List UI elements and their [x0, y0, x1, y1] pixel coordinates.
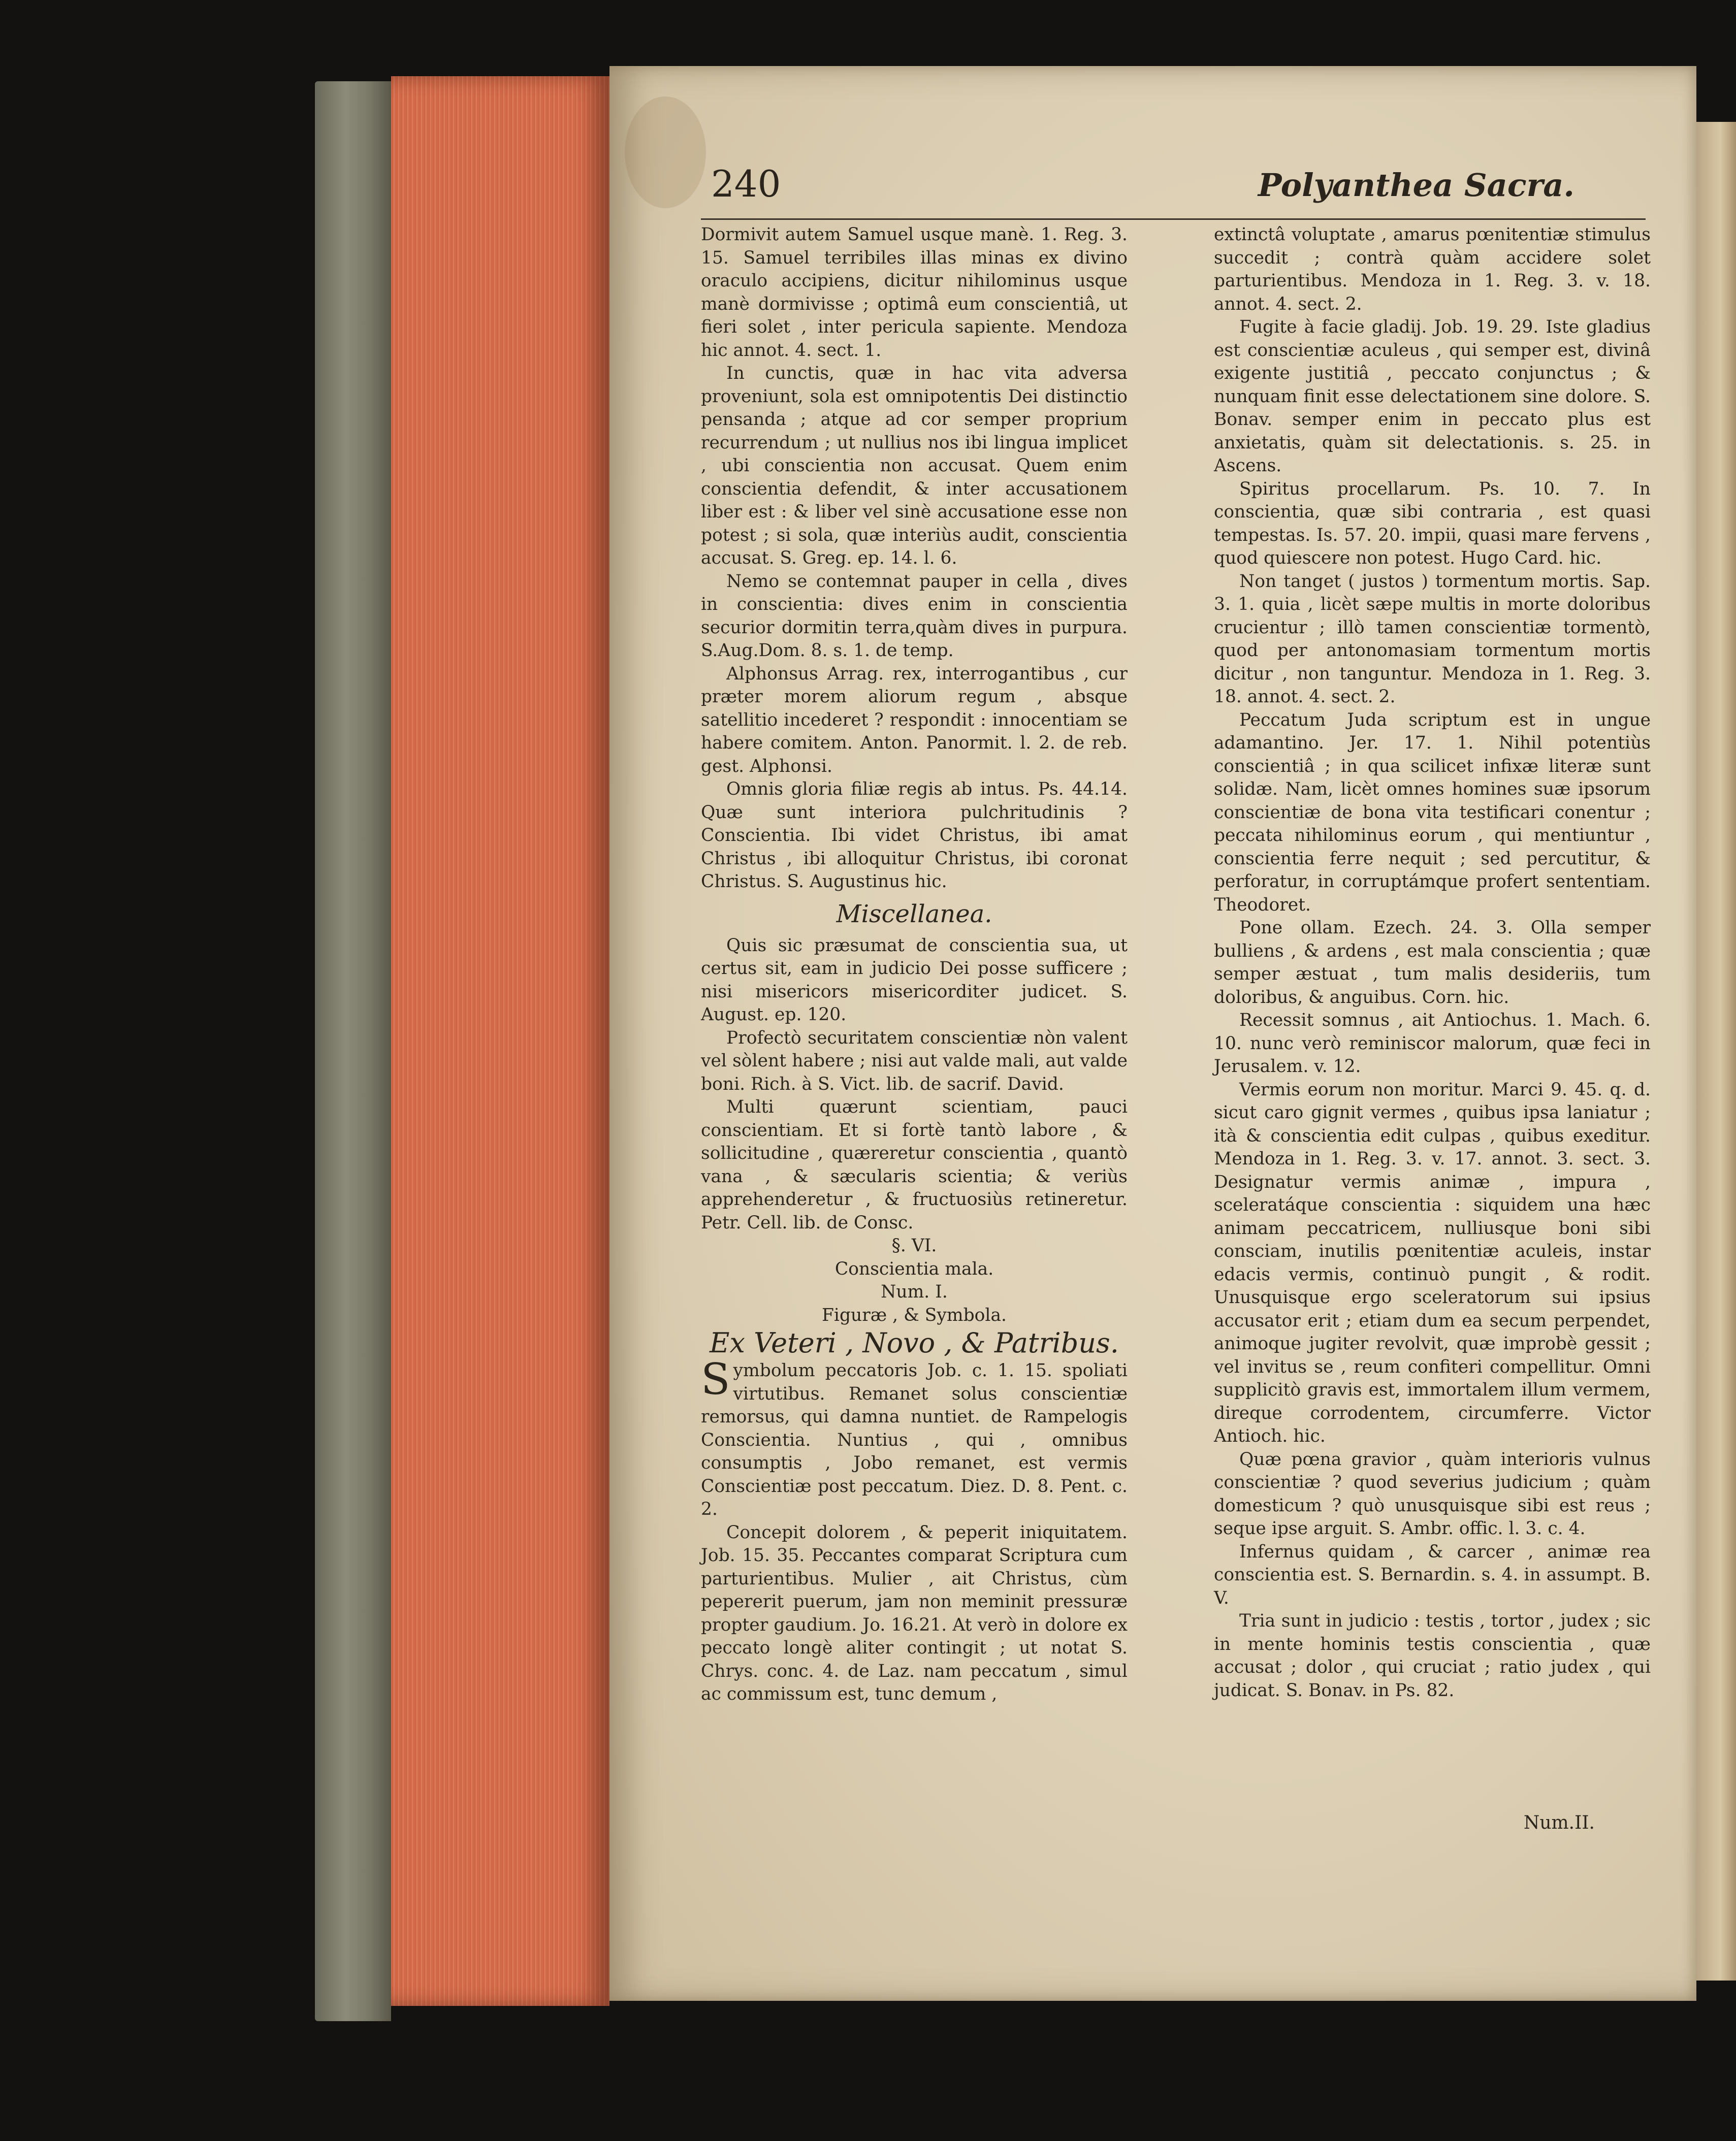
paragraph: Profectò securitatem conscientiæ nòn valent vel sòlent habere ; nisi aut valde mali, aut valde boni. Rich. à S. Vict. lib. de sacrif. David. — [701, 1027, 1128, 1094]
paragraph: Pone ollam. Ezech. 24. 3. Olla semper bulliens , & ardens , est mala conscientia ; quæ semper æstuat , tum malis desideriis, tum doloribus, & anguibus. Corn. hic. — [1214, 918, 1651, 1008]
open-book — [315, 66, 1736, 2047]
book-binding — [315, 81, 391, 2021]
paragraph: Dormivit autem Samuel usque manè. 1. Reg. 3. 15. Samuel terribiles illas minas ex divino oraculo accipiens, dicitur nihilominus usque manè dormivisse ; optimâ eum conscientiâ, ut fieri solet , inter pericula sapiente. Mendoza hic annot. 4. sect. 1. — [701, 224, 1128, 361]
paragraph: Vermis eorum non moritur. Marci 9. 45. q. d. sicut caro gignit vermes , quibus ipsa laniatur ; ità & conscientia edit culpas , quibus exeditur. Mendoza in 1. Reg. 3. v. 17. annot. 3. sect. 3. Designatur vermis animæ , impura , sceleratáque conscientia : siquidem una hæc animam peccatricem, nulliusque boni sibi consciam, inutilis pœnitentiæ aculeis, instar edacis vermis, continuò pungit , & rodit. Unusquisque ergo sceleratorum sui ipsius accusator erit ; etiam dum ea secum perpendet, animoque jugiter revolvit, quæ improbè gessit ; vel invitus se , reum confiteri compellitur. Omni supplicitò gravis est, immortalem illum vermem, direque corrodentem, circumferre. Victor Antioch. hic. — [1214, 1079, 1651, 1446]
book-page — [609, 66, 1696, 2001]
drop-cap: S — [701, 1354, 730, 1404]
paragraph: Tria sunt in judicio : testis , tortor , judex ; sic in mente hominis testis conscientia , quæ accusat ; dolor , qui cruciat ; ratio judex , qui judicat. S. Bonav. in Ps. 82. — [1214, 1611, 1651, 1701]
paragraph: Conscientia mala. — [834, 1258, 994, 1279]
paragraph: Omnis gloria filiæ regis ab intus. Ps. 44.14. Quæ sunt interiora pulchritudinis ? Conscientia. Ibi videt Christus, ibi amat Christus , ibi alloquitur Christus, ibi coronat Christus. S. Augustinus hic. — [701, 779, 1128, 892]
paragraph: Quis sic præsumat de conscientia sua, ut certus sit, eam in judicio Dei posse sufficere ; nisi misericors misericorditer judicet. S. August. ep. 120. — [701, 935, 1128, 1025]
paragraph: Peccatum Juda scriptum est in ungue adamantino. Jer. 17. 1. Nihil potentiùs conscientiâ ; in qua scilicet infixæ literæ sunt solidæ. Nam, licèt omnes homines suæ ipsorum conscientiæ de bona vita testificari conentur ; peccata nihilominus eorum , qui mentiuntur , conscientia ferre nequit ; sed percutitur, & perforatur, in corruptámque profert sententiam. Theodoret. — [1214, 709, 1651, 915]
facing-page-edge — [1696, 122, 1736, 1981]
running-title: Polyanthea Sacra. — [1258, 167, 1574, 204]
paragraph: Nemo se contemnat pauper in cella , dives in conscientia: dives enim in conscientia securior dormitin terra,quàm dives in purpura. S.Aug.Dom. 8. s. 1. de temp. — [701, 571, 1128, 661]
paragraph: Spiritus procellarum. Ps. 10. 7. In conscientia, quæ sibi contraria , est quasi tempestas. Is. 57. 20. impii, quasi mare fervens , quod quiescere non potest. Hugo Card. hic. — [1214, 478, 1651, 568]
paragraph — [701, 1354, 1128, 1521]
header-rule — [701, 218, 1646, 220]
paragraph: Quæ pœna gravior , quàm interioris vulnus conscientiæ ? quod severius judicium ; quàm domesticum ? quò unusquisque sibi est reus ; seque ipse arguit. S. Ambr. offic. l. 3. c. 4. — [1214, 1449, 1651, 1539]
page-number: 240 — [711, 163, 781, 205]
paragraph: Figuræ , & Symbola. — [821, 1305, 1007, 1325]
paragraph: Concepit dolorem , & peperit iniquitatem. Job. 15. 35. Peccantes comparat Scriptura cum parturientibus. Mulier , ait Christus, cùm pepererit puerum, jam non meminit pressuræ propter gaudium. Jo. 16.21. At verò in dolore ex peccato longè aliter contingit ; ut notat S. Chrys. conc. 4. de Laz. nam peccatum , simul ac commissum est, tunc demum , — [701, 1522, 1128, 1704]
red-page-edges — [391, 76, 609, 2006]
paragraph-text: ymbolum peccatoris Job. c. 1. 15. spoliati virtutibus. Remanet solus conscientiæ remorsus, qui damna nuntiet. de Rampelogis Conscientia. Nuntius , qui , omnibus consumptis , Jobo remanet, est vermis Conscientiæ post peccatum. Diez. D. 8. Pent. c. 2. — [701, 1360, 1128, 1519]
paragraph: Num. I. — [881, 1282, 948, 1302]
paragraph: Ex Veteri , Novo , & Patribus. — [710, 1327, 1119, 1359]
paragraph: Miscellanea. — [836, 899, 992, 928]
catchword: Num.II. — [1523, 1812, 1595, 1833]
paragraph: In cunctis, quæ in hac vita adversa proveniunt, sola est omnipotentis Dei distinctio pensanda ; atque ad cor semper proprium recurrendum ; ut nullius nos ibi lingua implicet , ubi conscientia non accusat. Quem enim conscientia defendit, & inter accusationem liber est : & liber vel sinè accusatione esse non potest ; si sola, quæ interiùs audit, conscientia accusat. S. Greg. ep. 14. l. 6. — [701, 363, 1128, 568]
left-column — [701, 223, 1128, 1706]
paragraph: Non tanget ( justos ) tormentum mortis. Sap. 3. 1. quia , licèt sæpe multis in morte doloribus crucientur ; illò tamen conscientiæ tormentò, quod per antonomasiam tormentum mortis dicitur , non tanguntur. Mendoza in 1. Reg. 3. 18. annot. 4. sect. 2. — [1214, 571, 1651, 707]
paragraph: extinctâ voluptate , amarus pœnitentiæ stimulus succedit ; contrà quàm accidere solet parturientibus. Mendoza in 1. Reg. 3. v. 18. annot. 4. sect. 2. — [1214, 224, 1651, 314]
paragraph: §. VI. — [891, 1236, 937, 1256]
paragraph: Infernus quidam , & carcer , animæ rea conscientia est. S. Bernardin. s. 4. in assumpt. B. V. — [1214, 1541, 1651, 1608]
paper-stain — [625, 96, 706, 208]
paragraph: Multi quærunt scientiam, pauci conscientiam. Et si fortè tantò labore , & sollicitudine , quæreretur conscientia , quantò vana , & sæcularis scientia; & veriùs apprehenderetur , & fructuosiùs retineretur. Petr. Cell. lib. de Consc. — [701, 1097, 1128, 1233]
paragraph: Alphonsus Arrag. rex, interrogantibus , cur præter morem aliorum regum , absque satellitio incederet ? respondit : innocentiam se habere comitem. Anton. Panormit. l. 2. de reb. gest. Alphonsi. — [701, 663, 1128, 776]
page-header — [711, 163, 1574, 218]
paragraph: Recessit somnus , ait Antiochus. 1. Mach. 6. 10. nunc verò reminiscor malorum, quæ feci in Jerusalem. v. 12. — [1214, 1010, 1651, 1077]
paragraph: Fugite à facie gladij. Job. 19. 29. Iste gladius est conscientiæ aculeus , qui semper est, divinâ exigente justitiâ , peccato conjunctus ; & nunquam finit esse delectationem sine dolore. S. Bonav. semper enim in peccato plus est anxietatis, quàm sit delectationis. s. 25. in Ascens. — [1214, 317, 1651, 476]
right-column — [1214, 223, 1651, 1702]
